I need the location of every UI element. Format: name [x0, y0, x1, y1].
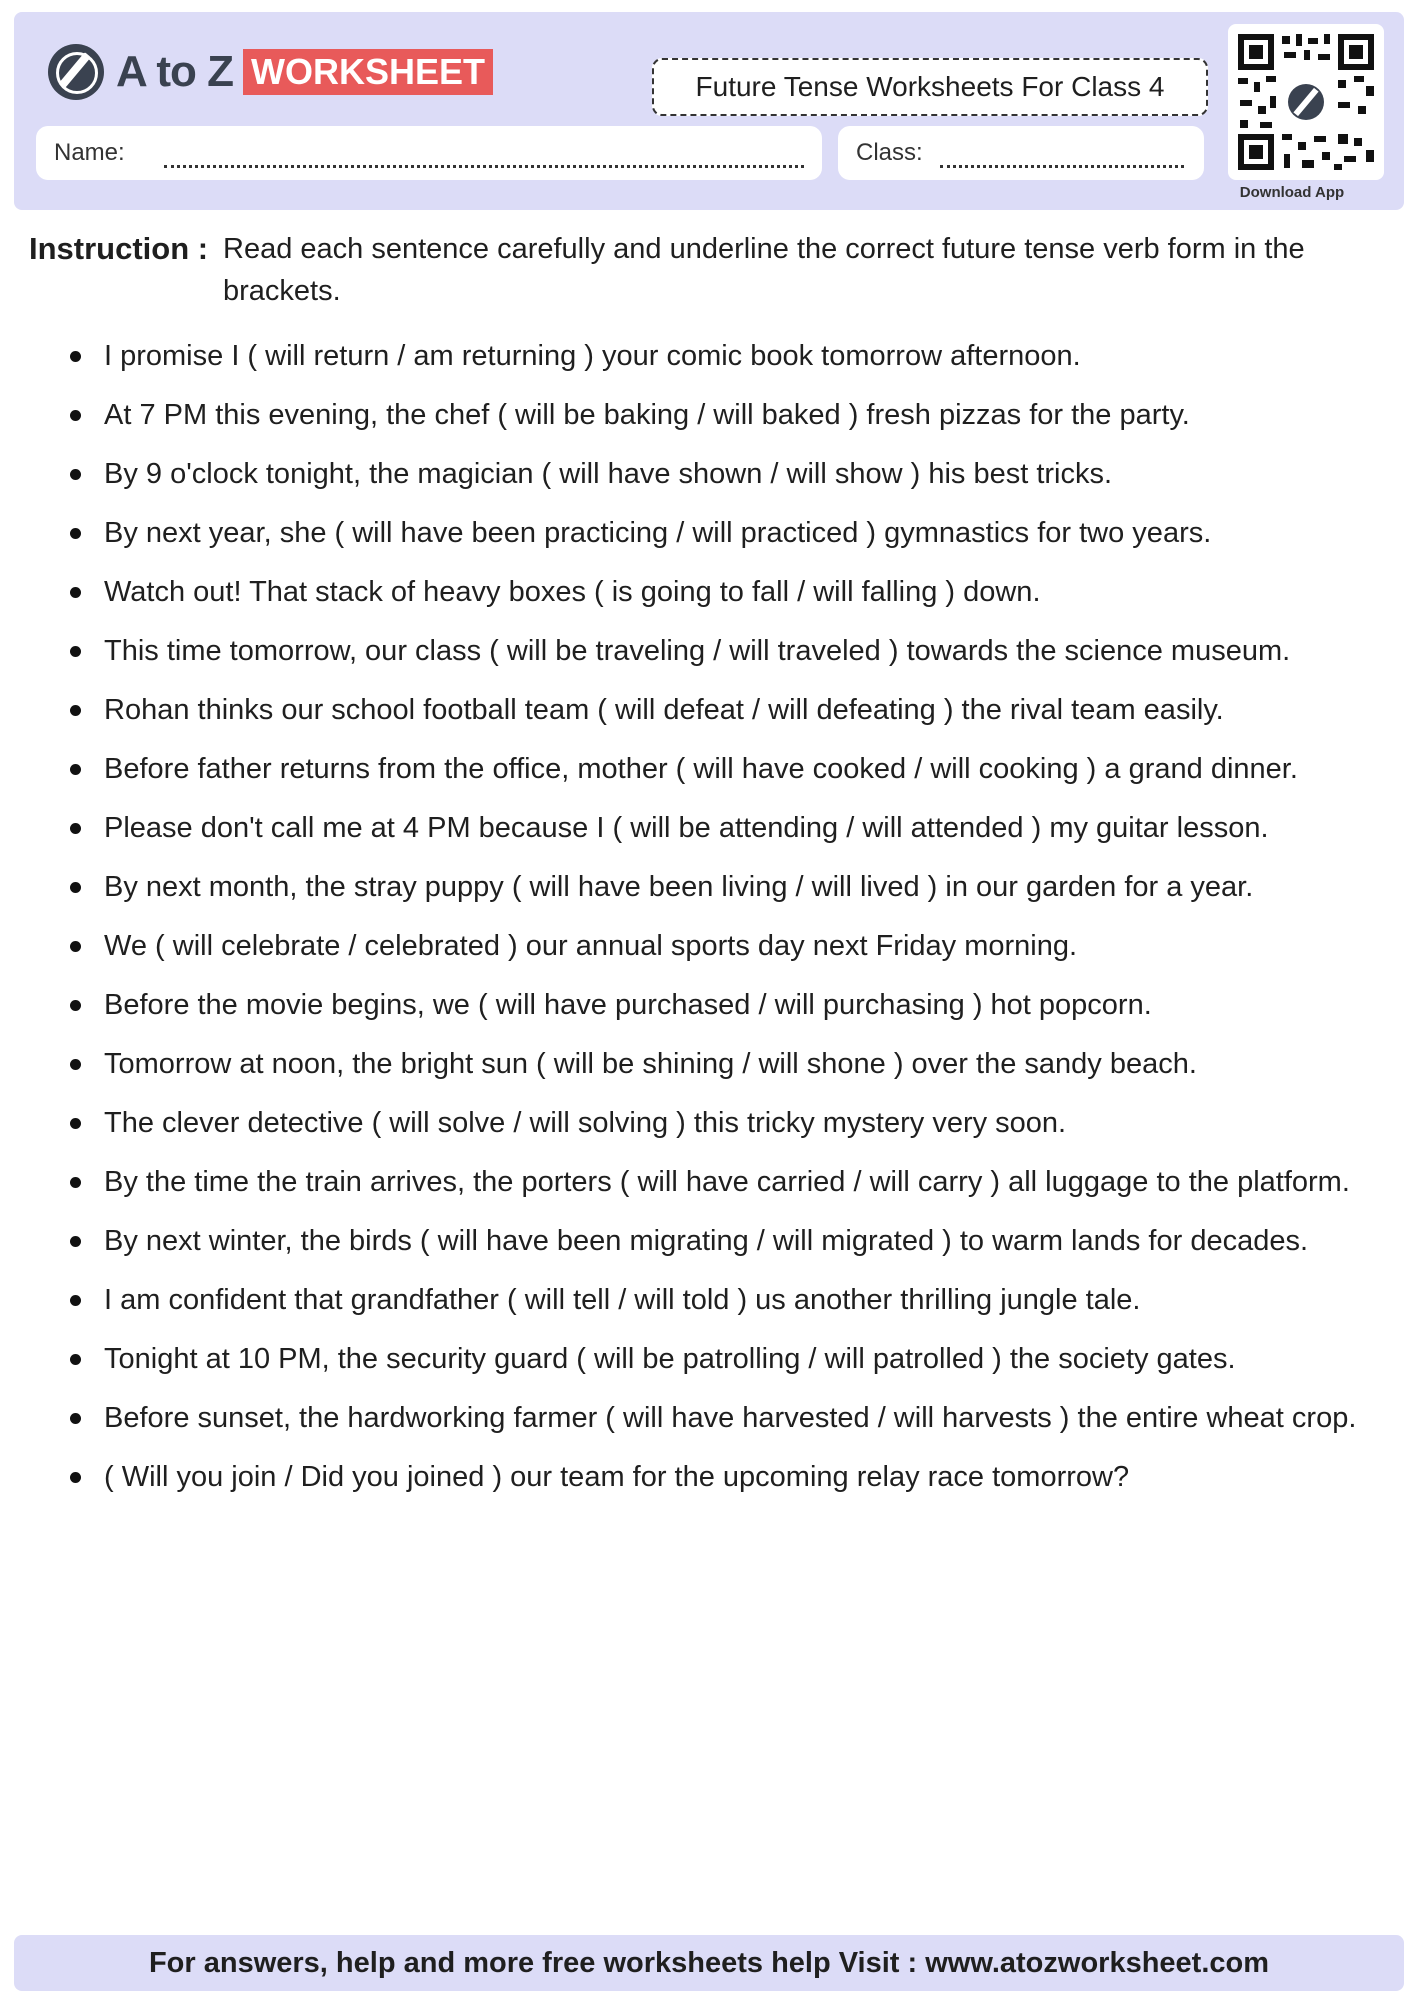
question-item: By 9 o'clock tonight, the magician ( will have shown / will show ) his best tricks. [70, 445, 1380, 504]
question-item: By next winter, the birds ( will have been migrating / will migrated ) to warm lands for decades. [70, 1212, 1380, 1271]
header-banner [14, 12, 1404, 210]
class-label: Class: [856, 139, 923, 166]
logo-text: A to Z [116, 47, 233, 96]
class-dotted-line [940, 165, 1184, 168]
worksheet-title-text: Future Tense Worksheets For Class 4 [695, 71, 1165, 102]
name-dotted-line [164, 165, 804, 168]
question-item: Before father returns from the office, mother ( will have cooked / will cooking ) a grand dinner. [70, 740, 1380, 799]
name-label: Name: [54, 139, 125, 166]
download-app-label: Download App [1239, 184, 1345, 201]
footer-banner[interactable] [14, 1935, 1404, 1991]
question-item: Please don't call me at 4 PM because I ( will be attending / will attended ) my guitar lesson. [70, 799, 1380, 858]
name-field[interactable] [36, 126, 822, 180]
question-item: By the time the train arrives, the porters ( will have carried / will carry ) all luggage to the platform. [70, 1153, 1380, 1212]
instruction-text: Read each sentence carefully and underline the correct future tense verb form in the brackets. [223, 233, 1305, 307]
question-item: By next month, the stray puppy ( will have been living / will lived ) in our garden for a year. [70, 858, 1380, 917]
logo-pen-icon [48, 44, 104, 100]
question-item: Tonight at 10 PM, the security guard ( will be patrolling / will patrolled ) the society gates. [70, 1330, 1380, 1389]
qr-code-icon[interactable] [1228, 24, 1384, 180]
question-item: I am confident that grandfather ( will tell / will told ) us another thrilling jungle tale. [70, 1271, 1380, 1330]
question-item: By next year, she ( will have been practicing / will practiced ) gymnastics for two years. [70, 504, 1380, 563]
question-item: Watch out! That stack of heavy boxes ( is going to fall / will falling ) down. [70, 563, 1380, 622]
worksheet-title [652, 58, 1208, 116]
question-item: We ( will celebrate / celebrated ) our annual sports day next Friday morning. [70, 917, 1380, 976]
question-item: Before the movie begins, we ( will have purchased / will purchasing ) hot popcorn. [70, 976, 1380, 1035]
question-item: Before sunset, the hardworking farmer ( will have harvested / will harvests ) the entire wheat crop. [70, 1389, 1380, 1448]
question-item: This time tomorrow, our class ( will be traveling / will traveled ) towards the science museum. [70, 622, 1380, 681]
logo-badge: WORKSHEET [243, 49, 493, 95]
question-item: Tomorrow at noon, the bright sun ( will be shining / will shone ) over the sandy beach. [70, 1035, 1380, 1094]
site-logo[interactable] [48, 42, 493, 102]
question-item: ( Will you join / Did you joined ) our team for the upcoming relay race tomorrow? [70, 1448, 1380, 1507]
question-item: I promise I ( will return / am returning ) your comic book tomorrow afternoon. [70, 327, 1380, 386]
question-item: At 7 PM this evening, the chef ( will be baking / will baked ) fresh pizzas for the party. [70, 386, 1380, 445]
question-item: Rohan thinks our school football team ( will defeat / will defeating ) the rival team easily. [70, 681, 1380, 740]
class-field[interactable] [838, 126, 1204, 180]
instruction-label: Instruction : [29, 231, 209, 266]
question-item: The clever detective ( will solve / will solving ) this tricky mystery very soon. [70, 1094, 1380, 1153]
footer-text[interactable]: For answers, help and more free worksheets help Visit : www.atozworksheet.com [148, 1946, 1270, 1979]
question-list [70, 327, 1380, 1507]
qr-code-graphic [1234, 30, 1378, 174]
